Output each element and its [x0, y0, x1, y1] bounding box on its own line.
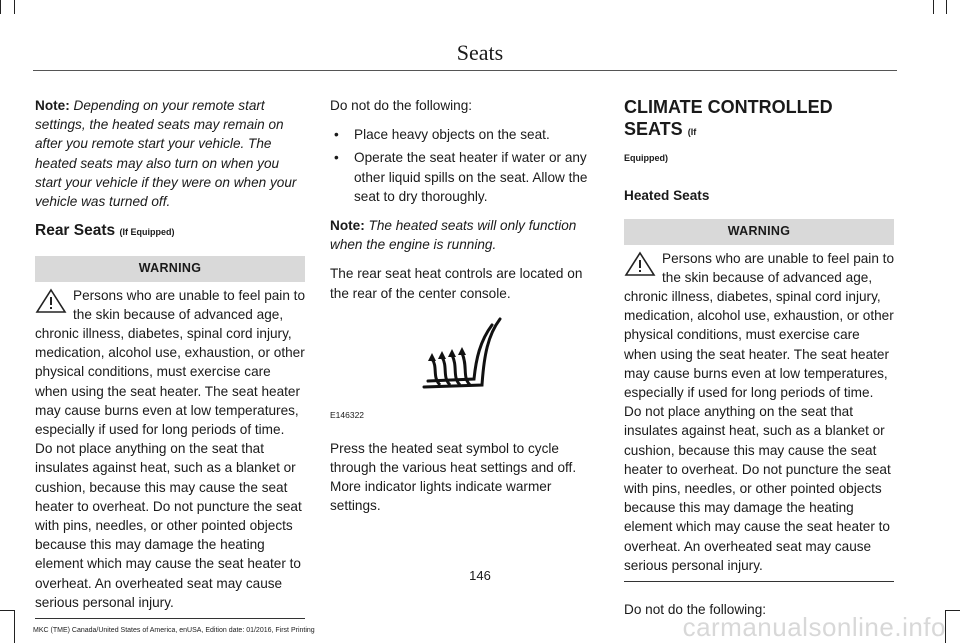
- warning-text: Persons who are unable to feel pain to the skin because of advanced age, chronic illness, diabetes, spinal cord injury, medication, alcohol use, exhaustion, or other physical conditions, must exercise care when using the seat heater. The seat heater may cause burns even at low temperatures, especially if used for long periods of time. Do not place anything on the seat that insulates against heat, such as a blanket or cushion, because this may cause the seat heater to overheat. Do not puncture the seat with pins, needles, or other pointed objects because this may damage the heating element which may cause the seat heater to overheat. An overheated seat may cause serious personal injury.: [35, 287, 306, 610]
- crop-mark: [14, 0, 15, 14]
- crop-mark: [0, 0, 1, 14]
- crop-mark: [946, 610, 960, 611]
- watermark: carmanualsonline.info: [682, 612, 946, 642]
- warning-triangle-icon: [624, 251, 656, 277]
- note-text: Depending on your remote start settings, the heated seats may remain on after you remote start your vehicle. The heated seats may also turn on when you start your vehicle if they were on when your vehicle was turned off.: [35, 98, 297, 210]
- warning-banner: WARNING: [624, 219, 894, 244]
- crop-mark: [946, 0, 947, 14]
- page-number: 146: [469, 568, 491, 583]
- note-label: Note:: [330, 218, 365, 234]
- warning-body: [35, 286, 305, 612]
- heading-suffix: (If: [687, 127, 697, 137]
- note-text: The heated seats will only function when the engine is running.: [330, 218, 577, 253]
- page-title: Seats: [456, 40, 504, 65]
- location-text: The rear seat heat controls are located on the rear of the center console.: [330, 266, 583, 301]
- heated-seat-icon: [418, 315, 508, 399]
- do-not-intro: Do not do the following:: [624, 602, 767, 618]
- heading-suffix-line: Equipped): [624, 153, 668, 163]
- left-column: [35, 96, 305, 629]
- warning-end-rule: [35, 618, 305, 619]
- heated-seats-subheading: Heated Seats: [624, 188, 710, 204]
- crop-mark: [933, 0, 934, 14]
- header-divider: [33, 70, 897, 71]
- warning-banner: WARNING: [35, 256, 305, 281]
- list-item: • Operate the seat heater if water or any other liquid spills on the seat. Allow the seat to dry thoroughly.: [330, 148, 600, 206]
- list-item: • Place heavy objects on the seat.: [330, 125, 600, 144]
- do-not-list: [330, 125, 600, 206]
- heading-text: CLIMATE CONTROLLED SEATS: [624, 97, 833, 139]
- right-column: [624, 96, 894, 629]
- seat-figure: [330, 315, 600, 425]
- crop-mark: [0, 610, 14, 611]
- note-label: Note:: [35, 98, 70, 113]
- crop-mark: [14, 610, 15, 643]
- heading-suffix: (If Equipped): [119, 227, 175, 238]
- warning-text: Persons who are unable to feel pain to the skin because of advanced age, chronic illness, diabetes, spinal cord injury, medication, alcohol use, exhaustion, or other physical conditions, must exercise care when using the seat heater. The seat heater may cause burns even at low temperatures, especially if used for long periods of time. Do not place anything on the seat that insulates against heat, such as a blanket or cushion, because this may cause the seat heater to overheat. Do not puncture the seat with pins, needles, or other pointed objects because this may damage the heating element which may cause the seat heater to overheat. An overheated seat may cause serious personal injury.: [624, 250, 895, 573]
- engine-note: [330, 216, 600, 254]
- climate-seats-heading: [624, 96, 894, 143]
- remote-start-note: [35, 96, 305, 211]
- middle-column: [330, 96, 600, 526]
- do-not-intro: Do not do the following:: [330, 98, 473, 113]
- figure-id: E146322: [330, 409, 365, 420]
- warning-triangle-icon: [35, 288, 67, 314]
- footer-edition-info: MKC (TME) Canada/United States of America, enUSA, Edition date: 01/2016, First Printing: [33, 627, 315, 634]
- heading-text: Rear Seats: [35, 222, 116, 240]
- warning-body: [624, 249, 894, 575]
- rear-seats-heading: [35, 221, 305, 242]
- press-instruction: Press the heated seat symbol to cycle through the various heat settings and off. More indicator lights indicate warmer settings.: [330, 440, 577, 514]
